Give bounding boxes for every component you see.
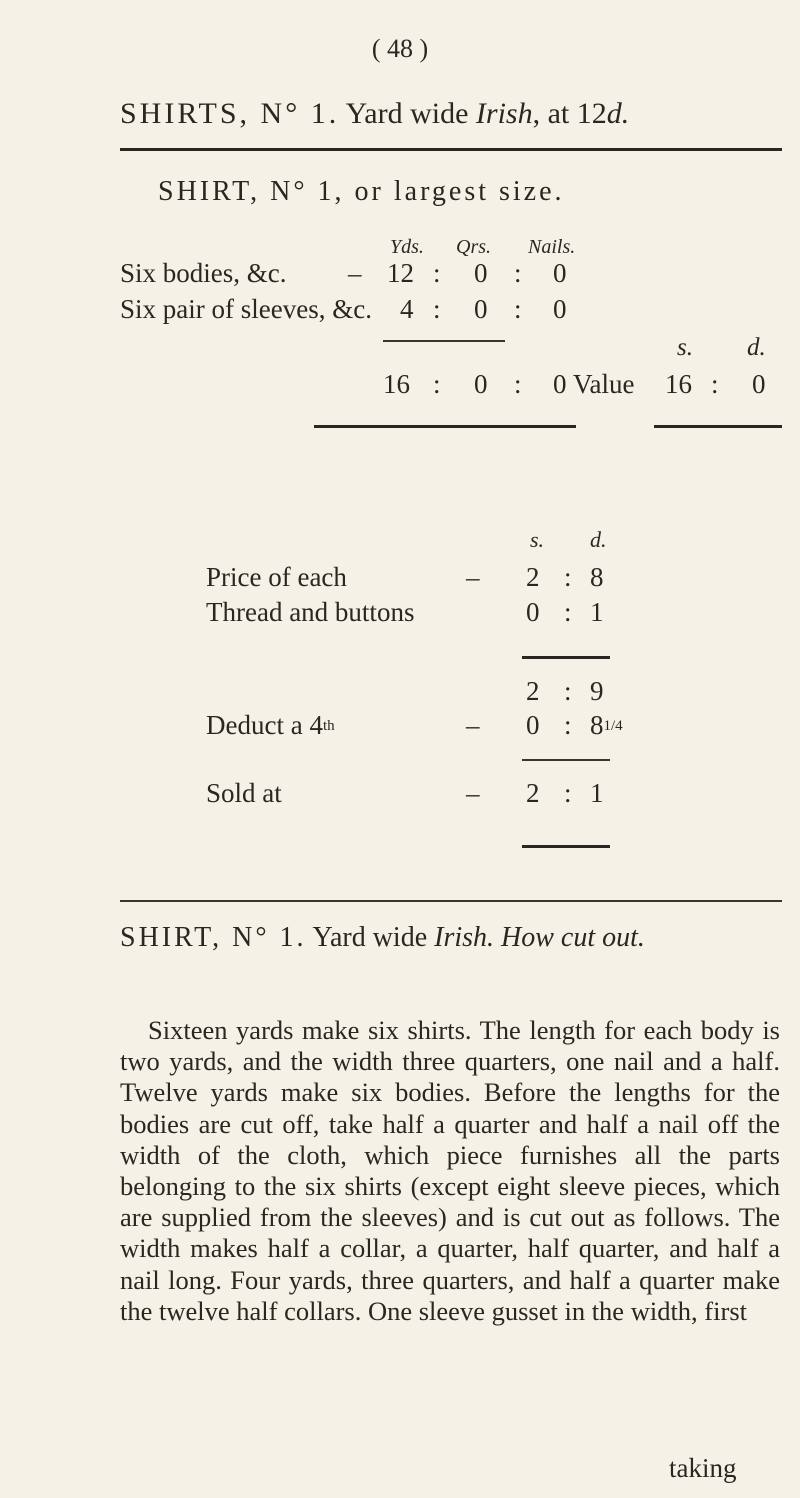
value-sep: :	[711, 369, 719, 399]
price-pence: 8	[590, 562, 604, 592]
total-rule	[314, 425, 576, 428]
catchword: taking	[669, 1453, 737, 1483]
value-pence: 0	[752, 369, 766, 399]
deduct-label: Deduct a 4th	[206, 710, 335, 740]
body-paragraph: Sixteen yards make six shirts. The length for each body is two yards, and the width three quarters, one nail and a half. Twelve yards make six bodies. Before the lengths for the bodies are cut off, take half a quarter and half a nail off the width of the cloth, which piece furnishes all the parts belonging to the six shirts (except eight sleeve pieces, which are supplied from the sleeves) and is cut out as follows. The width makes half a collar, a quarter, half quarter, and half a nail long. Four yards, three quarters, and half a quarter make the twelve half collars. One sleeve gusset in the width, first	[120, 1015, 780, 1326]
thread-shillings: 0	[526, 597, 540, 627]
sold-shillings: 2	[526, 778, 540, 808]
price-hdr-pence: d.	[590, 527, 607, 552]
deduct-sep: :	[564, 710, 572, 740]
total-nails: 0	[553, 369, 567, 399]
title-rule	[120, 148, 782, 151]
row-label: Six pair of sleeves, &c.	[120, 294, 372, 324]
sold-rule	[522, 845, 610, 848]
row-sep: :	[433, 258, 441, 288]
row-nails: 0	[553, 294, 567, 324]
title-unit: d.	[606, 97, 630, 130]
price-hdr-shillings: s.	[530, 527, 545, 552]
title-middle: Yard wide	[345, 97, 469, 130]
deduct-frac: 1/4	[603, 718, 623, 734]
total-yards: 16	[383, 369, 410, 399]
price-shillings: 2	[526, 562, 540, 592]
total-sep: :	[514, 369, 522, 399]
total-sep: :	[433, 369, 441, 399]
sold-dash: –	[466, 778, 480, 808]
subtotal-shillings: 2	[526, 676, 540, 706]
deduct-pence: 81/4	[590, 710, 623, 740]
thread-label: Thread and buttons	[206, 597, 415, 627]
thread-pence: 1	[590, 597, 604, 627]
thread-sep: :	[564, 597, 572, 627]
value-rule	[654, 425, 782, 428]
page-number: ( 48 )	[371, 34, 429, 63]
row-yards: 4	[400, 294, 414, 324]
sold-pence: 1	[590, 778, 604, 808]
sold-label: Sold at	[206, 778, 282, 808]
total-quarters: 0	[474, 369, 488, 399]
row-dash: –	[348, 258, 362, 288]
row-label: Six bodies, &c.	[120, 258, 287, 288]
deduct-dash: –	[466, 710, 480, 740]
deduct-sup: th	[322, 718, 335, 734]
row-sep: :	[514, 258, 522, 288]
value-label: Value	[573, 369, 635, 399]
col-nails: Nails.	[528, 236, 576, 258]
row-sep: :	[514, 294, 522, 324]
sold-sep: :	[564, 778, 572, 808]
hdr-shillings: s.	[677, 334, 693, 361]
size-heading: SHIRT, N° 1, or largest size.	[158, 176, 565, 207]
subtotal-sep: :	[564, 676, 572, 706]
deduct-rule	[522, 759, 610, 761]
price-sep: :	[564, 562, 572, 592]
title-prefix: SHIRTS, N° 1.	[120, 97, 340, 130]
row-yards: 12	[387, 258, 414, 288]
deduct-shillings: 0	[526, 710, 540, 740]
col-quarters: Qrs.	[456, 236, 492, 258]
subtotal-rule	[522, 656, 610, 659]
title-italic: Irish	[475, 97, 533, 130]
price-dash: –	[466, 562, 480, 592]
section-heading: SHIRT, N° 1. Yard wide Irish. How cut out.	[120, 922, 645, 953]
title-suffix: , at 12	[532, 97, 607, 130]
row-nails: 0	[553, 258, 567, 288]
section-rule	[120, 900, 782, 902]
sum-rule	[383, 340, 505, 342]
row-quarters: 0	[474, 258, 488, 288]
col-yards: Yds.	[390, 236, 424, 258]
price-label: Price of each	[206, 562, 347, 592]
page-title	[120, 97, 629, 131]
row-sep: :	[433, 294, 441, 324]
subtotal-pence: 9	[590, 676, 604, 706]
row-quarters: 0	[474, 294, 488, 324]
value-shillings: 16	[665, 369, 692, 399]
hdr-pence: d.	[747, 334, 766, 361]
